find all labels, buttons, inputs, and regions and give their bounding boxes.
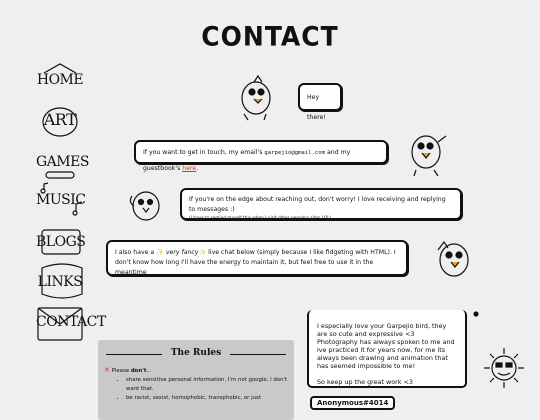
sun-mascot-icon xyxy=(482,346,526,390)
nav-item-label: GAMES xyxy=(36,154,89,170)
chat-punctuation: . xyxy=(196,165,199,172)
chat-message: If you want to get in touch, my email's xyxy=(143,149,263,156)
gamepad-icon xyxy=(44,170,76,180)
chat-emphasis: very fancy xyxy=(165,249,199,256)
nav-item-label: MUSIC xyxy=(36,192,86,208)
rules-title: The Rules xyxy=(170,348,222,358)
nav-item-label: CONTACT xyxy=(36,314,106,330)
divider xyxy=(230,354,286,355)
chat-message: live chat below (simply because I like fidgeting with HTML). I don't know how long I'll have the energy to maintain it, but feel free to use it in the meantime xyxy=(115,249,396,276)
rules-intro-bold: don't xyxy=(130,368,147,374)
chat-bubble-greeting xyxy=(298,83,342,121)
gear-icon[interactable] xyxy=(472,310,480,318)
music-notes-icon xyxy=(38,182,84,218)
chat-bubble-livechat xyxy=(106,240,408,276)
guestbook-entry-text: I especially love your Garpejio bird, they are so cute and expressive <3 Photography has always spoken to me and ive practiced it for years now, for me its always been drawing and animation that has seemed impossible to me! So keep up the great work <3 xyxy=(317,322,455,386)
nav-item-label: BLOGS xyxy=(36,234,86,250)
chat-footnote: (I have to remind myself this when I visit other people's sites LOL) xyxy=(189,216,332,221)
chat-message: and my guestbook's xyxy=(143,149,351,172)
notebook-icon xyxy=(40,228,82,256)
page-title: CONTACT xyxy=(201,21,339,52)
house-roof-icon xyxy=(42,62,78,74)
rules-intro-end: ... xyxy=(146,368,152,374)
chat-bubble-reassure xyxy=(180,188,462,220)
sparkle-icon: ✨ xyxy=(156,249,164,256)
paint-splash-icon xyxy=(40,104,80,138)
bird-mascot-icon xyxy=(234,72,280,124)
nav-item-games[interactable] xyxy=(36,154,89,170)
nav-item-label: LINKS xyxy=(37,274,83,290)
rules-body xyxy=(104,366,290,403)
chat-bubble-email xyxy=(134,140,388,172)
rules-panel xyxy=(98,340,294,420)
x-mark-icon: ✕ xyxy=(104,366,110,374)
sparkle-icon: ✨ xyxy=(198,249,207,256)
list-item: • be racist, sexist, homophobic, transphobic, or just xyxy=(126,394,290,403)
envelope-icon xyxy=(36,306,84,342)
bird-mascot-icon xyxy=(126,184,166,228)
rules-intro: Please xyxy=(111,368,130,374)
rules-list xyxy=(104,376,290,403)
nav-item-home[interactable] xyxy=(36,72,84,88)
list-item: • share sensitive personal information. I'm not google, I don't want that. xyxy=(126,376,290,394)
email-address: garpejio@gmail.com xyxy=(264,150,326,156)
nav-item-label: ART xyxy=(43,110,77,129)
nav-item-label: HOME xyxy=(36,72,84,88)
bird-mascot-icon xyxy=(434,236,476,284)
chat-message: If you're on the edge about reaching out, don't worry! I love receiving and replying to messages :) xyxy=(189,196,446,213)
guestbook-entry xyxy=(307,310,467,388)
chat-message: I also have a xyxy=(115,249,155,256)
bird-mascot-icon xyxy=(404,126,448,178)
guestbook-link[interactable]: here xyxy=(182,165,197,172)
guestbook-author: Anonymous#4014 xyxy=(310,396,395,410)
chain-link-icon xyxy=(38,262,84,300)
chat-message: Hey there! xyxy=(307,94,326,121)
